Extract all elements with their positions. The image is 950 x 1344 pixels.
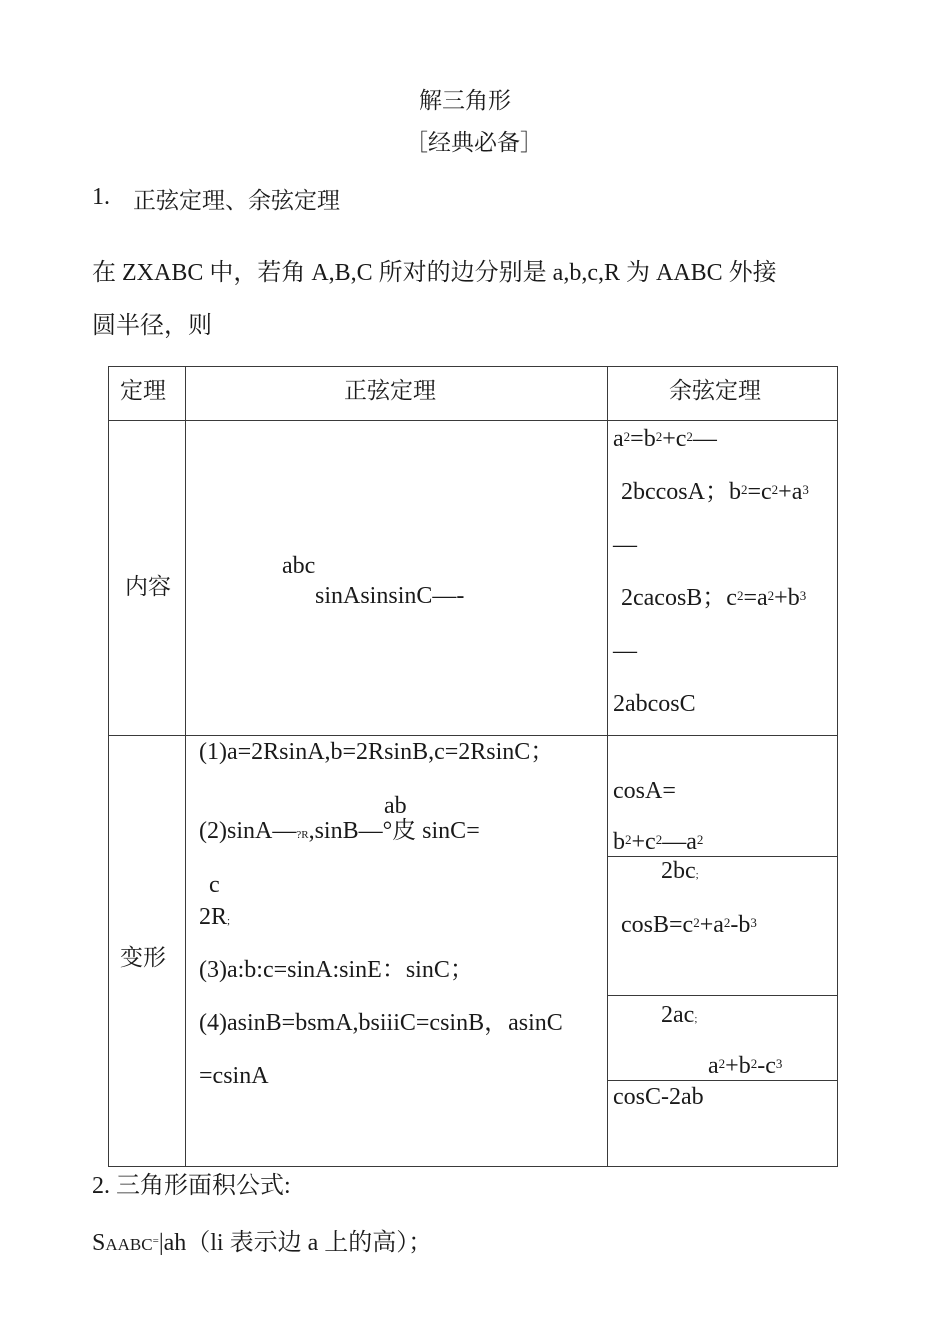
section1-number: 1. [92, 184, 110, 210]
cosine-law-line-3: — [613, 532, 637, 558]
cosine-law-line-4: 2cacosB；$c^2=a^2+b^3$ [621, 585, 807, 611]
cosA-formula-label: cosA= [613, 778, 676, 804]
intro-line-2: 圆半径，则 [92, 313, 212, 339]
cosine-law-line-2: 2bccosA；$b^2=c^2+a^3$ [621, 479, 809, 505]
header-sine-law: 正弦定理 [344, 378, 436, 404]
sine-variant-4: (4)asinB=bsmA,bsiiiC=csinB，asinC [199, 1010, 563, 1036]
cosA-formula-numerator: $b^2+c^2—a^2$ [613, 829, 704, 855]
header-theorem: 定理 [120, 378, 166, 404]
header-cosine-law: 余弦定理 [669, 378, 761, 404]
sine-law-formula: sinAsinsinC—- [315, 583, 465, 609]
cosB-formula: $\cos B=c^2+a^2-b^3$ [621, 912, 757, 938]
page-title: 解三角形 [419, 88, 511, 114]
cosine-law-line-5: — [613, 638, 637, 664]
cosC-formula: cosC-2ab [613, 1084, 704, 1110]
cosA-formula-denominator: 2bc; [661, 858, 699, 884]
sine-variant-2-numerators: ab [384, 793, 407, 819]
sine-variant-3: (3)a:b:c=sinA:sinE：sinC； [199, 957, 474, 983]
sine-variant-2: (2)sinA—?R,sinB—°皮 sinC= [199, 818, 480, 844]
cosC-formula-numerator: $a^2+b^2-c^3$ [708, 1053, 783, 1079]
cosine-law-line-1: $a^2=b^2+c^2—$ [613, 426, 717, 452]
section1-heading: 正弦定理、余弦定理 [133, 188, 340, 214]
cosine-law-line-6: 2abcosC [613, 691, 696, 717]
row-label-transform: 变形 [120, 945, 166, 971]
area-formula: SAABC=|ah（li 表示边 a 上的高）； [92, 1230, 433, 1256]
row-label-content: 内容 [125, 574, 171, 600]
cosB-formula-denominator: 2ac; [661, 1002, 698, 1028]
sine-law-numerators: abc [282, 553, 316, 579]
page-subtitle: ［经典必备］ [405, 130, 543, 156]
sine-variant-1: (1)a=2RsinA,b=2RsinB,c=2RsinC； [199, 739, 555, 765]
sine-variant-2-c: c [209, 872, 220, 898]
sine-variant-4-cont: =csinA [199, 1063, 269, 1089]
sine-variant-2-2r: 2R; [199, 904, 231, 930]
intro-line-1: 在 ZXABC 中，若角 A,B,C 所对的边分别是 a,b,c,R 为 AABC 外接 [92, 260, 777, 286]
section2-heading: 2. 三角形面积公式: [92, 1173, 291, 1199]
